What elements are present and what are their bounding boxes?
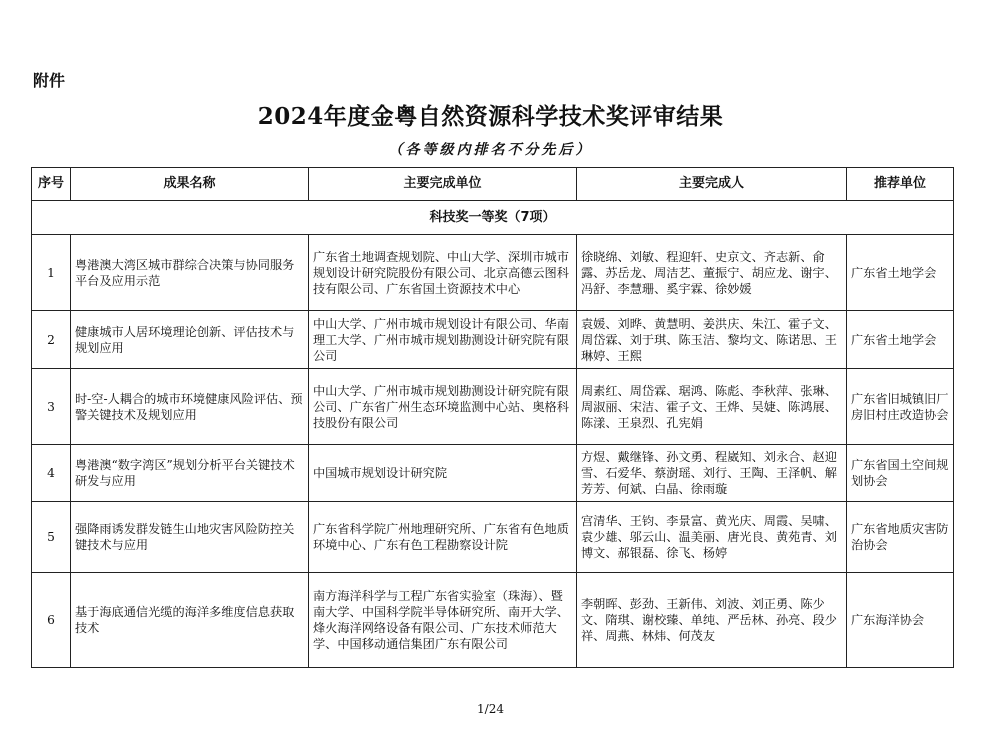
cell-recommender: 广东省土地学会: [847, 311, 954, 369]
cell-people: 方煜、戴继锋、孙文勇、程崴知、刘永合、赵迎雪、石爱华、蔡澍瑶、刘行、王陶、王泽帆、解芳芳、何斌、白晶、徐雨璇: [577, 445, 847, 502]
cell-people: 周素红、周岱霖、琚鸿、陈彪、李秋萍、张琳、周淑丽、宋洁、霍子文、王烨、吴婕、陈鸿展、陈漾、王泉烈、孔宪娟: [577, 369, 847, 445]
header-units: 主要完成单位: [309, 168, 577, 201]
cell-seq: 6: [32, 573, 71, 668]
cell-name: 基于海底通信光缆的海洋多维度信息获取技术: [71, 573, 309, 668]
cell-recommender: 广东省地质灾害防治协会: [847, 502, 954, 573]
cell-name: 粤港澳大湾区城市群综合决策与协同服务平台及应用示范: [71, 235, 309, 311]
cell-seq: 5: [32, 502, 71, 573]
cell-people: 徐晓绵、刘敏、程迎轩、史京文、齐志新、俞露、苏岳龙、周洁艺、董振宁、胡应龙、谢宇、冯舒、李慧珊、奚宇霖、徐妙媛: [577, 235, 847, 311]
attachment-label: 附件: [33, 71, 66, 90]
cell-people: 宫清华、王钧、李景富、黄光庆、周霞、吴啸、袁少雄、邬云山、温美丽、唐光良、黄苑青、刘博文、郝银磊、徐飞、杨婷: [577, 502, 847, 573]
document-subtitle: （各等级内排名不分先后）: [388, 142, 593, 158]
cell-recommender: 广东省旧城镇旧厂房旧村庄改造协会: [847, 369, 954, 445]
cell-units: 广东省科学院广州地理研究所、广东省有色地质环境中心、广东有色工程勘察设计院: [309, 502, 577, 573]
table-row: [32, 369, 954, 445]
cell-seq: 3: [32, 369, 71, 445]
header-recommender: 推荐单位: [847, 168, 954, 201]
table-row: [32, 311, 954, 369]
header-seq: 序号: [32, 168, 71, 201]
header-people: 主要完成人: [577, 168, 847, 201]
header-name: 成果名称: [71, 168, 309, 201]
cell-units: 中国城市规划设计研究院: [309, 445, 577, 502]
table-row: [32, 235, 954, 311]
cell-units: 广东省土地调查规划院、中山大学、深圳市城市规划设计研究院股份有限公司、北京高德云图科技有限公司、广东省国土资源技术中心: [309, 235, 577, 311]
cell-people: 袁媛、刘晔、黄慧明、姜洪庆、朱江、霍子文、周岱霖、刘于琪、陈玉洁、黎均文、陈诺思、王琳婷、王熙: [577, 311, 847, 369]
cell-seq: 2: [32, 311, 71, 369]
cell-seq: 4: [32, 445, 71, 502]
cell-seq: 1: [32, 235, 71, 311]
cell-recommender: 广东省国土空间规划协会: [847, 445, 954, 502]
document-title: 2024年度金粤自然资源科学技术奖评审结果: [257, 103, 724, 130]
cell-recommender: 广东海洋协会: [847, 573, 954, 668]
page-number: 1/24: [477, 702, 504, 716]
cell-name: 健康城市人居环境理论创新、评估技术与规划应用: [71, 311, 309, 369]
cell-people: 李朝晖、彭劲、王新伟、刘波、刘正勇、陈少文、隋琪、谢校臻、单纯、严岳林、孙亮、段少祥、周燕、林炜、何茂友: [577, 573, 847, 668]
cell-units: 中山大学、广州市城市规划设计有限公司、华南理工大学、广州市城市规划勘测设计研究院有限公司: [309, 311, 577, 369]
table-header-row: [32, 168, 954, 201]
cell-recommender: 广东省土地学会: [847, 235, 954, 311]
cell-name: 强降雨诱发群发链生山地灾害风险防控关键技术与应用: [71, 502, 309, 573]
table-row: [32, 502, 954, 573]
cell-name: 时-空-人耦合的城市环境健康风险评估、预警关键技术及规划应用: [71, 369, 309, 445]
section-row: [32, 201, 954, 235]
results-table: [31, 167, 954, 668]
cell-units: 南方海洋科学与工程广东省实验室（珠海）、暨南大学、中国科学院半导体研究所、南开大学、烽火海洋网络设备有限公司、广东技术师范大学、中国移动通信集团广东有限公司: [309, 573, 577, 668]
cell-units: 中山大学、广州市城市规划勘测设计研究院有限公司、广东省广州生态环境监测中心站、奥格科技股份有限公司: [309, 369, 577, 445]
cell-name: 粤港澳“数字湾区”规划分析平台关键技术研发与应用: [71, 445, 309, 502]
table-row: [32, 573, 954, 668]
table-row: [32, 445, 954, 502]
section-title: 科技奖一等奖（7项）: [32, 201, 954, 235]
